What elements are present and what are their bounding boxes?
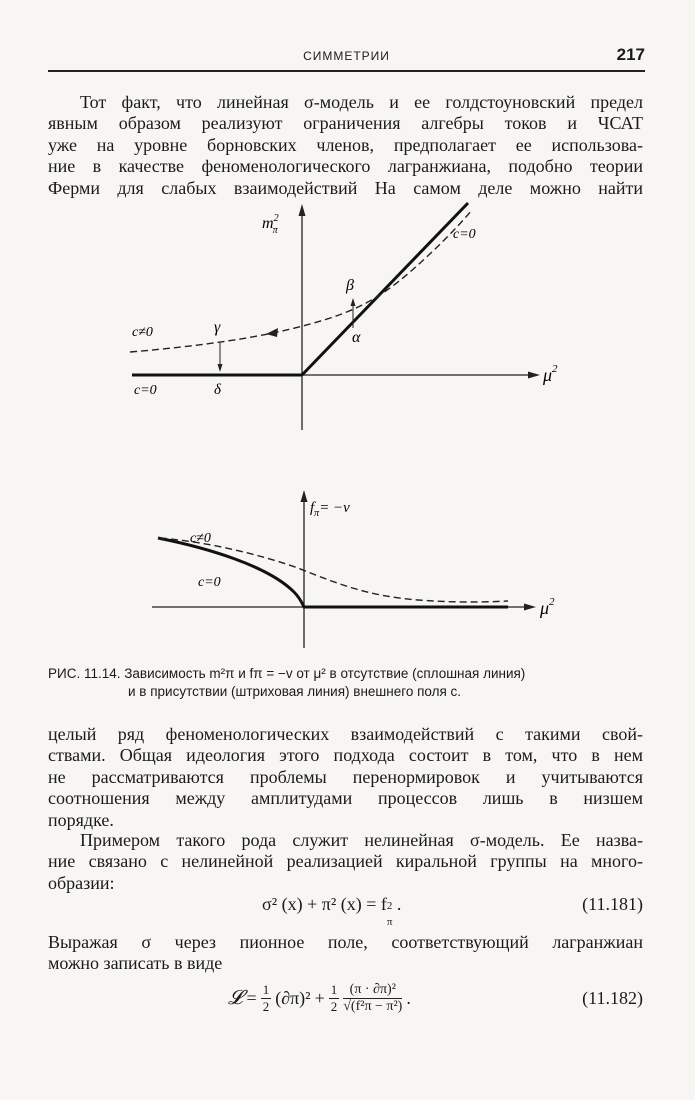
solid-curve-diagonal	[302, 203, 468, 375]
y-axis-arrow	[301, 490, 308, 502]
y-axis-arrow	[299, 204, 306, 216]
frac-den: 2	[262, 999, 270, 1014]
text-line: соотношения между амплитудами процессов лишь в низшем	[48, 788, 643, 809]
paragraph-2	[48, 724, 643, 831]
label-alpha: α	[352, 329, 361, 346]
text-line: Тот факт, что линейная σ-модель и ее голдстоуновский предел	[80, 92, 643, 112]
equation-label-11-182: (11.182)	[582, 988, 643, 1008]
text-line: образии:	[48, 872, 115, 893]
solid-curve	[158, 538, 508, 607]
fraction-half	[261, 982, 272, 1015]
dashed-curve	[130, 210, 472, 352]
label-gamma: γ	[214, 319, 221, 336]
equation-11-182	[228, 982, 411, 1015]
x-axis-arrow	[524, 604, 536, 611]
label-delta: δ	[214, 382, 221, 398]
frac-num: (π · ∂π)²	[343, 982, 402, 999]
frac-num: 1	[262, 982, 270, 997]
figure-caption	[48, 665, 648, 701]
gamma-delta-arrowhead	[218, 364, 223, 372]
y-axis-label: $f_\pi= -v$	[310, 500, 350, 519]
caption-line-2: и в присутствии (штриховая линия) внешнего поля c.	[128, 684, 462, 699]
figure-decay-constant-plot	[148, 488, 588, 648]
text-line: можно записать в виде	[48, 953, 223, 974]
label-c0-right: c=0	[453, 227, 476, 242]
paragraph-4	[48, 932, 643, 975]
text-line: явным образом реализуют ограничения алгебры токов и ЧСАТ	[48, 113, 643, 134]
text-line: Выражая σ через пионное поле, соответствующий лагранжиан	[48, 932, 643, 952]
dashed-curve-arrow	[266, 328, 278, 337]
eq2-equals: =	[246, 988, 257, 1008]
frac-den: 2	[330, 999, 338, 1014]
y-axis-label: $m^2$ π	[262, 213, 279, 236]
text-line: ние в качестве феноменологического лагранжиана, подобно теории	[48, 156, 643, 177]
lagrangian-symbol: 𝓛	[228, 987, 243, 1009]
eq2-tail: .	[406, 988, 411, 1008]
text-line: ние связано с нелинейной реализацией киральной группы на много-	[48, 851, 643, 872]
frac-den: √(f²π − π²)	[343, 999, 403, 1014]
eq1-lhs: σ² (x) + π² (x) = f	[262, 894, 387, 914]
eq2-plus: +	[314, 988, 325, 1008]
paragraph-3	[48, 830, 643, 894]
label-beta: β	[346, 277, 354, 294]
x-axis-arrow	[528, 372, 540, 379]
page-header	[48, 44, 645, 72]
label-c0-left: c=0	[134, 383, 157, 398]
eq1-tail: .	[396, 894, 402, 914]
caption-line-1: РИС. 11.14. Зависимость m²π и fπ = −v от μ² в отсутствие (сплошная линия)	[48, 666, 526, 681]
running-title: СИММЕТРИИ	[303, 49, 390, 63]
text-line: целый ряд феноменологических взаимодействий с такими свой-	[48, 724, 643, 744]
x-axis-label: $\mu^2$	[540, 596, 555, 618]
fraction-main	[343, 982, 402, 1015]
dashed-curve	[160, 538, 508, 602]
equation-label-11-181: (11.181)	[582, 894, 643, 914]
label-cne0: c≠0	[190, 531, 211, 546]
text-line: Примером такого рода служит нелинейная σ-модель. Ее назва-	[80, 830, 643, 850]
eq1-sup: 2	[386, 900, 393, 912]
text-line: уже на уровне борновских членов, предполагает ее использова-	[48, 134, 643, 155]
label-c0: c=0	[198, 575, 221, 590]
fraction-half-2	[329, 982, 340, 1015]
equation-11-181	[262, 894, 402, 928]
label-cne0: c≠0	[132, 325, 153, 340]
page-number: 217	[616, 45, 645, 64]
eq1-sub: π	[386, 916, 393, 928]
alpha-beta-arrowhead	[351, 298, 356, 306]
text-line: ствами. Общая идеология этого подхода состоит в том, что в нем	[48, 745, 643, 766]
text-line: порядке.	[48, 809, 114, 830]
text-line: не рассматриваются проблемы перенормировок и учитываются	[48, 766, 643, 787]
frac-num: 1	[330, 982, 338, 997]
eq2-term1: (∂π)²	[275, 988, 311, 1008]
paragraph-1	[48, 92, 643, 199]
x-axis-label: $\mu^2$	[543, 363, 558, 385]
figure-mass-plot	[110, 200, 580, 440]
text-line: Ферми для слабых взаимодействий На самом деле можно найти	[48, 177, 643, 198]
